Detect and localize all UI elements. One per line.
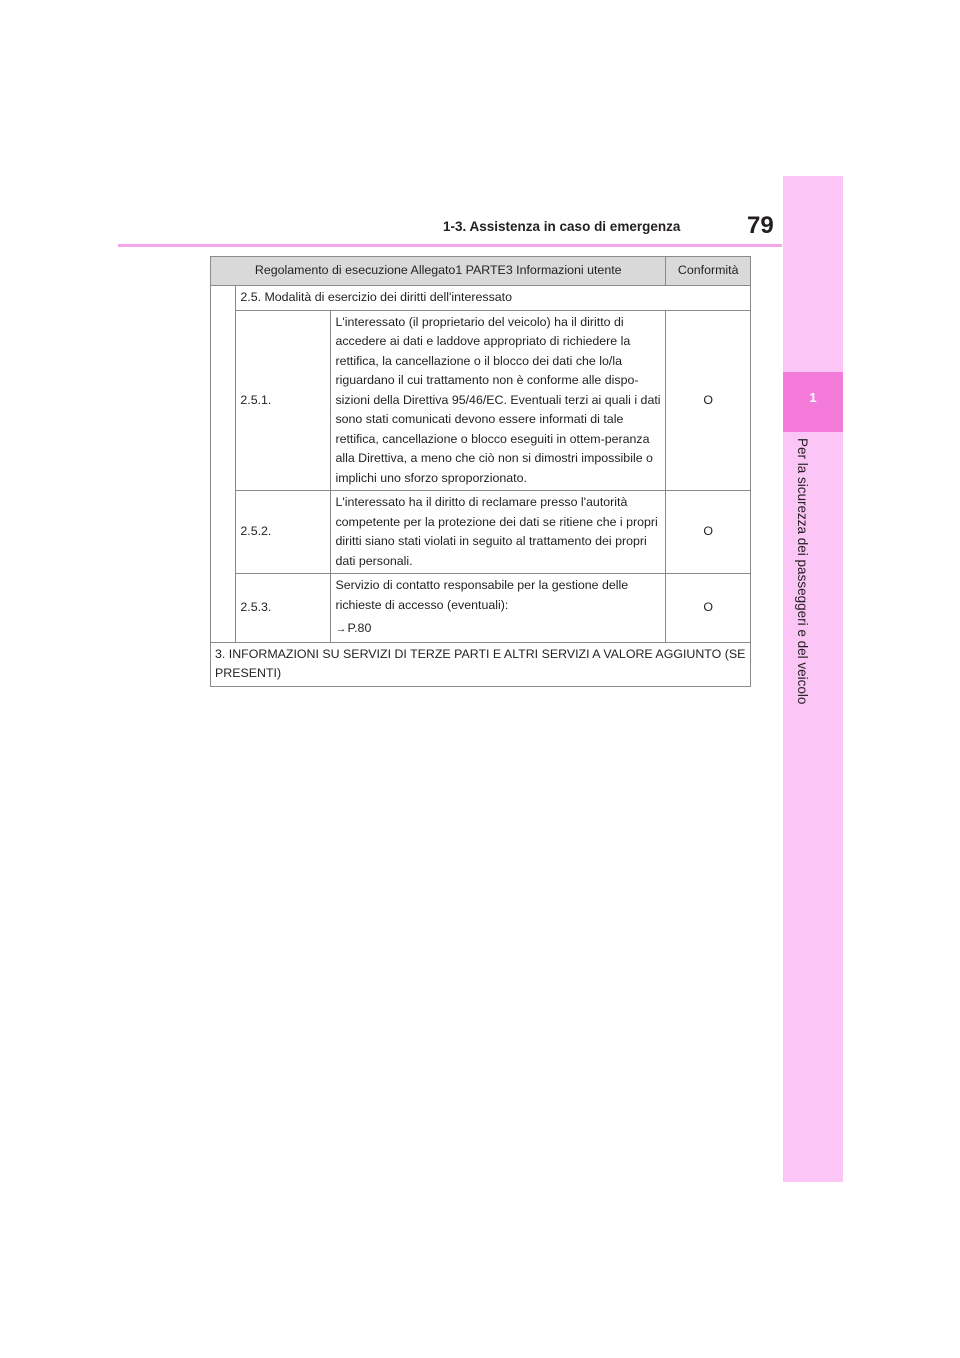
row-description: L'interessato (il proprietario del veicolo) ha il diritto di accedere ai dati e laddove appropriato di richiedere la rettifica, la cancellazione o il blocco dei dati che lo/la riguardano il cui trattamento non è conforme alle dispo-sizioni della Direttiva 95/46/EC. Eventuali terzi ai quali i dati sono stati comunicati devono essere informati di tale rettifica, cancellazione o blocco eseguiti in ottem-peranza alla Direttiva, a meno che ciò non si dimostri impossibile o implichi uno sforzo sproporzionato. [331,310,666,491]
row-number: 2.5.2. [236,491,331,574]
row-conformity: O [666,491,751,574]
table-row [211,310,751,491]
header-divider [118,244,782,247]
row-description-cell [331,574,666,643]
chapter-side-tab [783,176,843,1182]
indent-cell [211,286,236,643]
table-row [211,286,751,311]
table-row [211,574,751,643]
section-3-title: 3. INFORMAZIONI SU SERVIZI DI TERZE PARTI E ALTRI SERVIZI A VALORE AGGIUNTO (SE PRESENTI) [211,642,751,686]
regulation-column-header: Regolamento di esecuzione Allegato1 PARTE3 Informazioni utente [211,257,666,286]
conformity-column-header: Conformità [666,257,751,286]
table-row [211,491,751,574]
row-number: 2.5.1. [236,310,331,491]
row-conformity: O [666,310,751,491]
row-description: L'interessato ha il diritto di reclamare presso l'autorità competente per la protezione dei dati se ritiene che i propri diritti siano stati violati in seguito al trattamento dei propri dati personali. [331,491,666,574]
user-information-table [210,256,751,687]
table-row [211,642,751,686]
arrow-right-icon: → [335,623,347,635]
table-header-row [211,257,751,286]
page-reference-link[interactable] [335,619,661,640]
page-number: 79 [747,212,774,239]
page-reference: P.80 [347,621,372,635]
row-conformity: O [666,574,751,643]
row-description: Servizio di contatto responsabile per la gestione delle richieste di accesso (eventuali): [335,578,629,612]
chapter-title: Per la sicurezza dei passeggeri e del veicolo [795,438,810,705]
section-title: 1-3. Assistenza in caso di emergenza [443,219,681,234]
subsection-title: 2.5. Modalità di esercizio dei diritti dell'interessato [236,286,751,311]
row-number: 2.5.3. [236,574,331,643]
chapter-number: 1 [809,390,817,405]
